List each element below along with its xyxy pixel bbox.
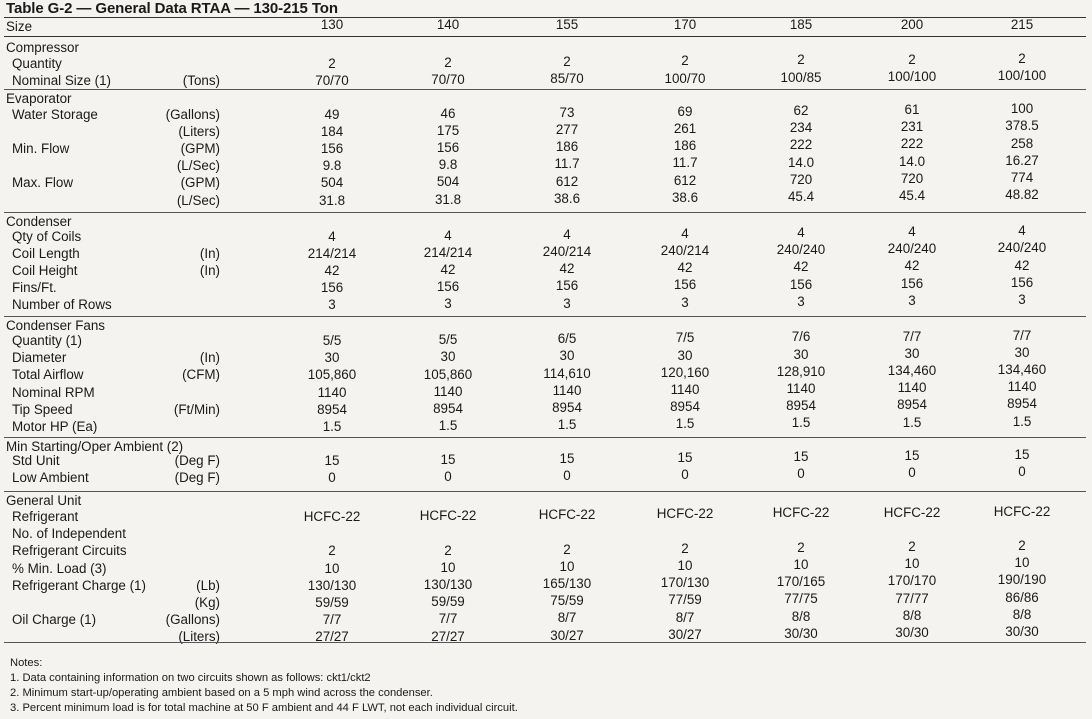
row-label: % Min. Load (3) <box>12 560 107 576</box>
table-cell: 1140 <box>897 380 927 396</box>
table-cell: 4 <box>563 226 571 242</box>
table-cell: 0 <box>1018 464 1026 480</box>
size-header: 130 <box>320 17 344 32</box>
table-cell: 70/70 <box>315 73 349 89</box>
size-header: 200 <box>900 17 924 32</box>
table-cell: 42 <box>559 261 575 277</box>
row-label: Number of Rows <box>12 297 112 313</box>
row-unit: (Deg F) <box>174 469 220 485</box>
table-cell: 774 <box>1010 169 1034 185</box>
table-cell: 2 <box>328 56 336 71</box>
row-unit: (In) <box>199 245 220 261</box>
table-cell: HCFC-22 <box>419 508 477 524</box>
row-unit: (Gallons) <box>165 106 220 122</box>
table-cell: 30 <box>1014 344 1030 360</box>
table-cell: HCFC-22 <box>993 503 1051 519</box>
table-cell: 8954 <box>786 398 816 414</box>
table-cell: 16.27 <box>1005 152 1039 168</box>
table-cell: 190/190 <box>997 572 1047 588</box>
table-cell: 184 <box>320 123 344 139</box>
table-cell: 186 <box>673 138 697 154</box>
row-divider <box>4 491 1086 492</box>
row-unit: (L/Sec) <box>176 158 220 174</box>
table-cell: 2 <box>908 51 916 67</box>
table-cell: 10 <box>559 558 575 574</box>
row-label: Coil Length <box>12 245 80 261</box>
table-cell: 8954 <box>552 400 582 415</box>
table-cell: 59/59 <box>315 595 349 610</box>
table-cell: 5/5 <box>438 332 458 348</box>
row-divider <box>4 316 1086 317</box>
table-cell: 10 <box>904 556 920 572</box>
table-cell: 0 <box>908 465 916 481</box>
table-cell: 15 <box>677 449 693 465</box>
table-cell: 240/214 <box>542 243 592 259</box>
table-cell: 45.4 <box>898 188 926 203</box>
row-label: Std Unit <box>12 452 60 468</box>
table-cell: HCFC-22 <box>303 509 361 524</box>
row-unit: (L/Sec) <box>176 192 220 208</box>
table-cell: 214/214 <box>423 244 473 260</box>
table-cell: 3 <box>908 292 916 308</box>
table-cell: 234 <box>789 120 813 136</box>
table-cell: 7/7 <box>902 328 922 344</box>
table-cell: 1140 <box>1007 379 1037 395</box>
table-cell: 42 <box>677 260 693 276</box>
table-cell: 1.5 <box>438 418 458 434</box>
table-cell: 30 <box>559 348 575 364</box>
table-cell: 42 <box>904 258 920 274</box>
row-label: Coil Height <box>12 262 78 278</box>
row-divider <box>4 17 1086 18</box>
table-cell: 1140 <box>552 382 582 398</box>
row-unit: (GPM) <box>180 175 220 191</box>
row-unit: (In) <box>199 262 220 278</box>
table-cell: 156 <box>436 279 460 295</box>
table-cell: 4 <box>1018 223 1026 239</box>
row-divider <box>4 642 1086 643</box>
table-cell: 1.5 <box>557 417 577 433</box>
table-cell: 156 <box>673 277 697 293</box>
table-cell: 42 <box>324 262 340 278</box>
table-cell: 100 <box>1010 101 1034 117</box>
table-cell: 15 <box>440 451 456 467</box>
table-cell: 9.8 <box>438 157 458 173</box>
table-cell: 186 <box>555 139 579 155</box>
table-cell: 11.7 <box>672 155 698 171</box>
table-cell: 42 <box>1014 257 1030 273</box>
section-title: Evaporator <box>6 91 72 106</box>
section-title: Condenser <box>6 214 72 229</box>
size-header: 155 <box>555 17 579 32</box>
table-cell: 1140 <box>433 383 463 399</box>
table-cell: 9.8 <box>322 158 342 174</box>
row-unit: (Liters) <box>178 629 220 645</box>
row-divider <box>4 36 1086 37</box>
table-cell: 156 <box>436 140 460 155</box>
table-cell: 45.4 <box>787 188 815 204</box>
table-cell: 8/7 <box>557 610 577 626</box>
table-cell: 1140 <box>786 381 816 396</box>
table-cell: 61 <box>904 102 920 117</box>
table-cell: 14.0 <box>898 153 926 169</box>
notes-heading: Notes: <box>10 657 43 669</box>
table-cell: 30 <box>793 346 809 362</box>
table-cell: 156 <box>320 280 344 296</box>
table-cell: 49 <box>324 106 340 122</box>
table-cell: 0 <box>328 469 336 485</box>
table-cell: 0 <box>563 467 571 483</box>
row-unit: (Tons) <box>182 73 220 89</box>
table-cell: 1.5 <box>322 419 342 434</box>
table-cell: 134,460 <box>997 362 1047 377</box>
table-cell: 156 <box>900 275 924 291</box>
row-label: Total Airflow <box>12 367 84 383</box>
row-label: Refrigerant Circuits <box>12 543 127 559</box>
row-unit: (Ft/Min) <box>173 401 220 417</box>
table-cell: 4 <box>328 228 336 244</box>
table-cell: 130/130 <box>307 577 357 593</box>
table-cell: 3 <box>328 297 336 313</box>
table-cell: 100/100 <box>887 68 937 84</box>
table-cell: 15 <box>559 450 575 466</box>
table-cell: 240/214 <box>660 243 710 258</box>
table-cell: 10 <box>793 557 809 572</box>
note-1: 1. Data containing information on two circuits shown as follows: ckt1/ckt2 <box>10 672 371 684</box>
table-cell: 30/27 <box>550 627 584 643</box>
table-cell: 156 <box>1010 274 1034 290</box>
table-cell: 4 <box>797 224 805 240</box>
table-cell: 1.5 <box>1012 413 1032 429</box>
table-cell: 2 <box>797 539 805 555</box>
table-cell: 2 <box>1018 538 1026 553</box>
table-cell: 31.8 <box>434 191 462 207</box>
row-unit: (Kg) <box>194 595 220 610</box>
table-cell: 7/7 <box>1012 327 1032 343</box>
row-label: Refrigerant Charge (1) <box>12 577 146 593</box>
note-3: 3. Percent minimum load is for total machine at 50 F ambient and 44 F LWT, not each individual circuit. <box>10 702 518 714</box>
table-cell: 2 <box>797 52 805 68</box>
table-cell: 5/5 <box>322 333 342 348</box>
row-unit: (Lb) <box>196 577 220 593</box>
table-cell: 0 <box>681 467 689 482</box>
table-cell: 15 <box>904 448 920 463</box>
table-cell: 30 <box>904 345 920 361</box>
row-label: Nominal Size (1) <box>12 73 111 89</box>
table-cell: 4 <box>908 224 916 239</box>
row-unit: (Deg F) <box>174 452 220 468</box>
table-cell: 42 <box>440 262 456 277</box>
table-cell: 156 <box>555 278 579 294</box>
table-cell: 214/214 <box>307 245 357 261</box>
table-cell: 2 <box>908 538 916 554</box>
table-cell: 70/70 <box>431 72 465 88</box>
row-label: Tip Speed <box>12 401 73 417</box>
table-cell: 170/130 <box>660 575 710 591</box>
table-cell: 2 <box>1018 50 1026 66</box>
table-cell: 156 <box>789 276 813 292</box>
table-cell: 30 <box>324 350 340 366</box>
table-cell: 277 <box>555 121 579 137</box>
table-cell: 15 <box>324 452 340 468</box>
table-cell: 105,860 <box>423 366 473 382</box>
row-label: Qty of Coils <box>12 228 82 244</box>
section-title: Compressor <box>6 40 79 55</box>
row-label: Water Storage <box>12 106 98 122</box>
table-cell: 7/6 <box>791 329 811 345</box>
table-cell: HCFC-22 <box>538 507 596 523</box>
row-label: Oil Charge (1) <box>12 612 97 628</box>
table-cell: 8/7 <box>675 609 695 625</box>
table-cell: 0 <box>797 466 805 482</box>
table-cell: 1.5 <box>791 415 811 431</box>
table-cell: 128,910 <box>776 363 826 379</box>
section-title: Condenser Fans <box>6 318 105 333</box>
table-cell: 120,160 <box>660 364 710 380</box>
row-label: Motor HP (Ea) <box>12 419 98 434</box>
table-cell: 85/70 <box>550 71 584 87</box>
table-cell: 73 <box>559 104 575 120</box>
table-cell: 75/59 <box>550 593 584 609</box>
table-cell: 1.5 <box>902 414 922 430</box>
size-header: 170 <box>673 17 697 32</box>
table-cell: HCFC-22 <box>883 504 941 520</box>
table-cell: 6/5 <box>557 331 577 347</box>
table-cell: 3 <box>563 295 571 311</box>
table-cell: 59/59 <box>431 594 465 610</box>
size-label: Size <box>6 19 33 34</box>
table-cell: 30 <box>440 349 456 365</box>
table-cell: 231 <box>900 119 924 135</box>
table-cell: 504 <box>436 174 460 190</box>
table-notes <box>10 656 518 716</box>
row-unit: (Gallons) <box>165 612 220 628</box>
table-cell: 30 <box>677 347 693 363</box>
table-cell: 134,460 <box>887 362 937 378</box>
table-cell: 7/7 <box>322 612 342 628</box>
table-cell: 1.5 <box>675 416 695 432</box>
table-cell: 504 <box>320 175 344 191</box>
table-cell: HCFC-22 <box>772 505 830 521</box>
size-header: 140 <box>436 17 460 32</box>
table-cell: 2 <box>563 541 571 557</box>
size-header: 185 <box>789 17 813 32</box>
table-cell: 105,860 <box>307 367 357 383</box>
size-header: 215 <box>1010 17 1034 32</box>
row-unit: (CFM) <box>182 367 220 383</box>
table-cell: 378.5 <box>1005 118 1039 134</box>
table-cell: 77/77 <box>895 590 929 606</box>
table-cell: 1140 <box>317 384 347 400</box>
table-cell: 10 <box>1014 555 1030 571</box>
table-cell: 222 <box>789 137 813 153</box>
row-label: Nominal RPM <box>12 384 95 400</box>
row-divider <box>4 212 1086 213</box>
table-cell: 15 <box>1014 447 1030 463</box>
table-cell: 3 <box>681 294 689 310</box>
table-cell: 10 <box>440 559 456 575</box>
table-cell: 175 <box>436 122 460 138</box>
table-cell: HCFC-22 <box>656 506 714 522</box>
row-unit: (In) <box>199 350 220 366</box>
table-cell: 170/165 <box>776 574 826 590</box>
table-cell: 2 <box>681 53 689 69</box>
table-title: Table G-2 — General Data RTAA — 130-215 Ton <box>6 0 338 17</box>
table-cell: 612 <box>673 172 697 188</box>
table-cell: 4 <box>444 227 452 243</box>
table-cell: 8954 <box>1007 396 1037 412</box>
table-cell: 7/7 <box>438 611 458 627</box>
table-cell: 15 <box>793 448 809 464</box>
table-cell: 30/30 <box>1005 624 1039 639</box>
table-cell: 8954 <box>317 401 347 417</box>
table-cell: 1140 <box>670 381 700 397</box>
table-cell: 8954 <box>433 400 463 416</box>
row-label: Diameter <box>12 350 67 366</box>
table-cell: 2 <box>681 540 689 556</box>
table-cell: 11.7 <box>554 156 580 172</box>
note-2: 2. Minimum start-up/operating ambient based on a 5 mph wind across the condenser. <box>10 687 433 699</box>
table-cell: 156 <box>320 140 344 156</box>
table-cell: 100/70 <box>664 70 706 86</box>
table-cell: 2 <box>444 55 452 71</box>
table-cell: 240/240 <box>997 240 1047 256</box>
row-divider <box>4 89 1086 90</box>
table-cell: 261 <box>673 121 697 136</box>
table-cell: 27/27 <box>431 628 465 644</box>
table-cell: 240/240 <box>776 242 826 258</box>
table-cell: 114,610 <box>543 365 591 381</box>
table-cell: 8/8 <box>791 608 811 624</box>
table-cell: 46 <box>440 105 456 121</box>
table-cell: 2 <box>563 54 571 70</box>
row-unit: (Liters) <box>178 123 220 139</box>
row-unit: (GPM) <box>180 140 220 156</box>
section-title: General Unit <box>6 493 82 508</box>
table-cell: 30/27 <box>668 626 702 642</box>
table-cell: 3 <box>444 296 452 312</box>
row-label: Quantity (1) <box>12 333 82 348</box>
table-cell: 612 <box>555 173 579 189</box>
table-cell: 3 <box>1018 291 1026 307</box>
table-cell: 30/30 <box>895 624 929 640</box>
table-cell: 8/8 <box>902 607 922 623</box>
table-cell: 7/5 <box>675 330 695 346</box>
table-cell: 10 <box>324 560 340 576</box>
row-label: No. of Independent <box>12 526 126 542</box>
table-cell: 38.6 <box>553 190 581 206</box>
table-cell: 14.0 <box>787 154 815 170</box>
table-cell: 31.8 <box>318 192 346 208</box>
table-cell: 100/100 <box>997 67 1047 83</box>
table-cell: 3 <box>797 293 805 309</box>
table-cell: 69 <box>677 103 693 119</box>
table-cell: 77/75 <box>784 591 818 607</box>
section-title: Min Starting/Oper Ambient (2) <box>6 439 184 454</box>
table-cell: 0 <box>444 468 452 484</box>
table-cell: 48.82 <box>1005 187 1039 203</box>
table-cell: 240/240 <box>887 241 937 257</box>
row-label: Quantity <box>12 56 62 71</box>
table-cell: 2 <box>328 543 336 559</box>
row-label: Min. Flow <box>12 140 70 156</box>
table-cell: 27/27 <box>315 629 349 645</box>
table-cell: 38.6 <box>671 189 699 205</box>
table-cell: 222 <box>900 136 924 152</box>
table-cell: 8954 <box>670 399 700 415</box>
row-label: Low Ambient <box>12 469 89 485</box>
row-label: Refrigerant <box>12 509 79 524</box>
table-cell: 77/59 <box>668 592 702 608</box>
table-cell: 10 <box>677 557 693 573</box>
table-cell: 4 <box>681 225 689 241</box>
table-cell: 258 <box>1010 135 1034 151</box>
table-cell: 8/8 <box>1012 606 1032 622</box>
table-cell: 100/85 <box>780 69 822 85</box>
table-cell: 165/130 <box>542 576 592 591</box>
table-cell: 170/170 <box>887 573 937 589</box>
table-cell: 720 <box>789 171 813 187</box>
table-cell: 8954 <box>897 397 927 413</box>
row-label: Max. Flow <box>12 175 74 191</box>
table-cell: 62 <box>793 102 809 118</box>
table-cell: 30/30 <box>784 625 818 641</box>
table-cell: 2 <box>444 542 452 558</box>
table-cell: 42 <box>793 259 809 275</box>
table-cell: 130/130 <box>423 576 473 592</box>
table-cell: 720 <box>900 170 924 186</box>
row-label: Fins/Ft. <box>12 280 57 296</box>
table-cell: 86/86 <box>1005 589 1039 605</box>
